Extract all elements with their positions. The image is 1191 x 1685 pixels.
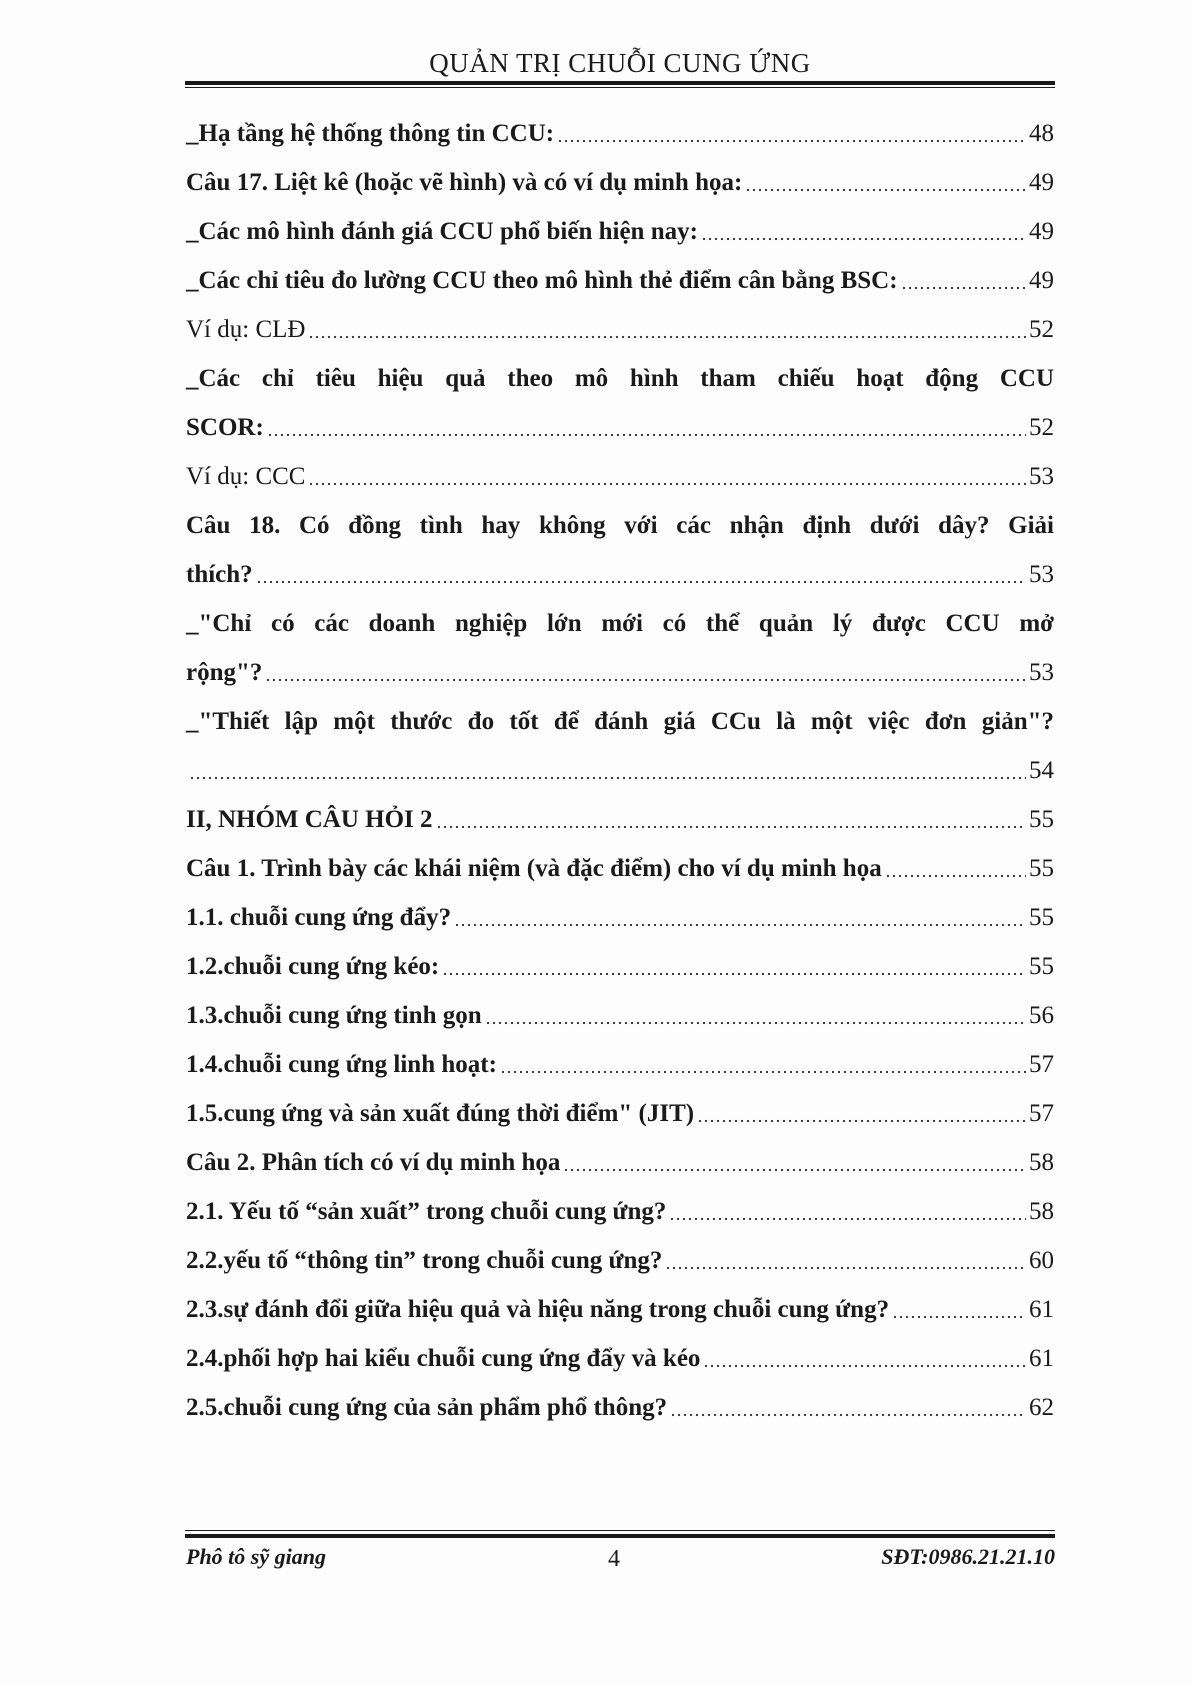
toc-entry-text: 2.2.yếu tố “thông tin” trong chuỗi cung ứng? [186,1247,663,1274]
toc-page-number: 58 [1029,1149,1054,1176]
toc-entry-text: rộng"? [186,659,263,686]
toc-entry [186,1227,1054,1276]
footer-rule-thin [185,1530,1055,1531]
toc-entry [186,296,1054,345]
table-of-contents [186,100,1054,1423]
footer-left-text: Phô tô sỹ giang [186,1544,326,1569]
footer-page-number: 4 [608,1546,620,1572]
toc-entry-text: _"Thiết lập một thước đo tốt để đánh giá CCu là một việc đơn giản"? [186,708,1054,735]
toc-entry-text: _Các chỉ tiêu đo lường CCU theo mô hình thẻ điểm cân bằng BSC: [186,267,898,294]
toc-dot-leader [500,1070,1026,1074]
toc-entry-text: Ví dụ: CLĐ [186,316,306,343]
toc-page-number: 54 [1029,757,1054,784]
toc-page-number: 58 [1029,1198,1054,1225]
toc-entry-text: thích? [186,561,253,588]
toc-entry-text: 1.3.chuỗi cung ứng tinh gọn [186,1002,482,1029]
toc-page-number: 56 [1029,1002,1054,1029]
toc-page-number: 60 [1029,1247,1054,1274]
toc-entry [186,835,1054,884]
header-rule-thick [185,81,1055,85]
toc-page-number: 48 [1029,120,1054,147]
toc-entry-text: 2.4.phối hợp hai kiểu chuỗi cung ứng đẩy và kéo [186,1345,701,1372]
toc-dot-leader [901,286,1026,290]
toc-page-number: 53 [1029,561,1054,588]
toc-dot-leader [308,482,1026,486]
toc-entry-text: 2.5.chuỗi cung ứng của sản phẩm phổ thông? [186,1394,668,1421]
toc-dot-leader [669,1217,1026,1221]
toc-page-number: 49 [1029,267,1054,294]
toc-page-number: 61 [1029,1296,1054,1323]
toc-entry [186,1374,1054,1423]
toc-entry [186,394,1054,443]
toc-entry [186,1031,1054,1080]
toc-entry [186,541,1054,590]
toc-dot-leader [665,1266,1026,1270]
toc-page-number: 57 [1029,1100,1054,1127]
toc-page-number: 55 [1029,904,1054,931]
toc-entry-text: Câu 1. Trình bày các khái niệm (và đặc điểm) cho ví dụ minh họa [186,855,882,882]
toc-entry-text: 1.2.chuỗi cung ứng kéo: [186,953,440,980]
toc-dot-leader [267,433,1026,437]
toc-dot-leader [442,972,1026,976]
toc-entry-text: _Hạ tầng hệ thống thông tin CCU: [186,120,555,147]
toc-page-number: 62 [1029,1394,1054,1421]
toc-page-number: 49 [1029,169,1054,196]
toc-entry-text: Câu 18. Có đồng tình hay không với các nhận định dưới dây? Giải [186,512,1054,539]
toc-dot-leader [703,1364,1026,1368]
toc-dot-leader [256,580,1026,584]
page-header-title: QUẢN TRỊ CHUỖI CUNG ỨNG [429,48,811,78]
toc-entry-text: Câu 17. Liệt kê (hoặc vẽ hình) và có ví dụ minh họa: [186,169,743,196]
toc-entry [186,100,1054,149]
toc-entry-text: Câu 2. Phân tích có ví dụ minh họa [186,1149,561,1176]
toc-entry-text: _Các mô hình đánh giá CCU phổ biến hiện nay: [186,218,698,245]
toc-entry [186,1129,1054,1178]
toc-entry-text: 1.5.cung ứng và sản xuất đúng thời điểm" (JIT) [186,1100,695,1127]
toc-page-number: 52 [1029,414,1054,441]
toc-entry [186,737,1054,786]
toc-entry [186,1325,1054,1374]
toc-entry-text: Ví dụ: CCC [186,463,306,490]
toc-entry-text: 1.4.chuỗi cung ứng linh hoạt: [186,1051,497,1078]
toc-entry-text: SCOR: [186,414,264,441]
toc-page-number: 61 [1029,1345,1054,1372]
toc-entry [186,149,1054,198]
toc-dot-leader [308,335,1026,339]
toc-entry [186,1080,1054,1129]
toc-entry-text: II, NHÓM CÂU HỎI 2 [186,806,433,833]
footer-right-text: SĐT:0986.21.21.10 [881,1544,1055,1569]
toc-entry [186,1276,1054,1325]
toc-entry [186,786,1054,835]
toc-page-number: 53 [1029,463,1054,490]
toc-dot-leader [454,923,1026,927]
toc-entry [186,639,1054,688]
toc-entry [186,884,1054,933]
toc-dot-leader [265,678,1026,682]
toc-dot-leader [436,825,1026,829]
toc-dot-leader [557,139,1026,143]
toc-dot-leader [892,1315,1026,1319]
toc-entry [186,688,1054,737]
toc-page-number: 57 [1029,1051,1054,1078]
toc-entry [186,933,1054,982]
toc-dot-leader [885,874,1026,878]
toc-entry [186,982,1054,1031]
toc-entry [186,247,1054,296]
toc-dot-leader [697,1119,1026,1123]
toc-entry-text: 2.3.sự đánh đổi giữa hiệu quả và hiệu năng trong chuỗi cung ứng? [186,1296,890,1323]
toc-entry [186,443,1054,492]
toc-dot-leader [745,188,1026,192]
toc-entry [186,1178,1054,1227]
toc-dot-leader [670,1413,1026,1417]
toc-entry-text: 2.1. Yếu tố “sản xuất” trong chuỗi cung ứng? [186,1198,667,1225]
toc-page-number: 52 [1029,316,1054,343]
toc-entry [186,198,1054,247]
toc-dot-leader [189,776,1026,780]
toc-entry [186,590,1054,639]
toc-entry [186,345,1054,394]
toc-dot-leader [701,237,1026,241]
toc-page-number: 55 [1029,855,1054,882]
toc-entry-text: 1.1. chuỗi cung ứng đẩy? [186,904,452,931]
toc-entry [186,492,1054,541]
header-rule-thin [185,87,1055,88]
toc-entry-text: _Các chỉ tiêu hiệu quả theo mô hình tham chiếu hoạt động CCU [186,365,1054,392]
toc-page-number: 53 [1029,659,1054,686]
toc-page-number: 49 [1029,218,1054,245]
toc-entry-text: _"Chỉ có các doanh nghiệp lớn mới có thể quản lý được CCU mở [186,610,1054,637]
toc-page-number: 55 [1029,953,1054,980]
toc-page-number: 55 [1029,806,1054,833]
footer-rule-thick [185,1534,1055,1538]
toc-dot-leader [485,1021,1026,1025]
toc-dot-leader [563,1168,1026,1172]
